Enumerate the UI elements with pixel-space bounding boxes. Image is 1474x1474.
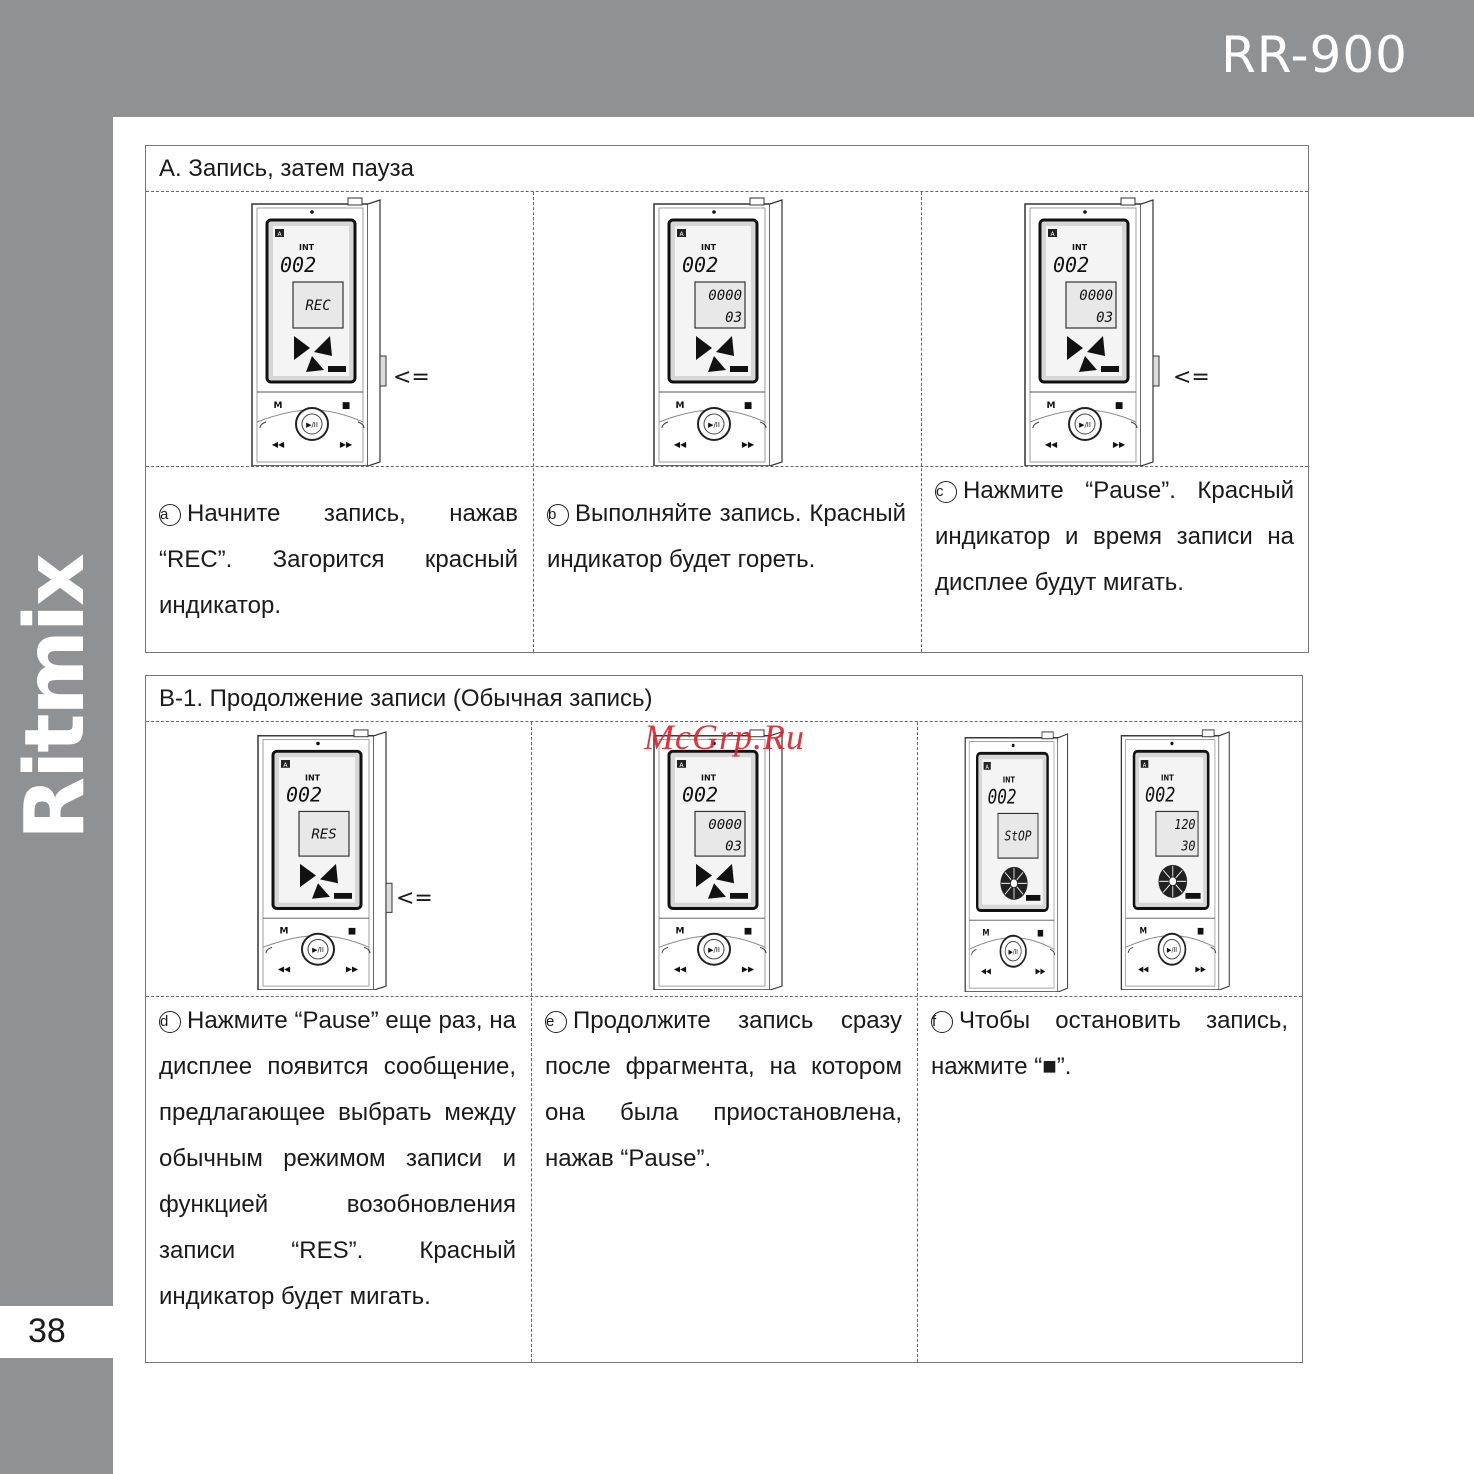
svg-text:◀◀: ◀◀ — [277, 964, 291, 974]
svg-text:RES: RES — [311, 826, 337, 843]
svg-text:■: ■ — [1114, 401, 1124, 411]
step-c-text: c Нажмите “Pause”. Красный индикатор и время записи на дисплее будут мигать. — [935, 477, 1294, 596]
svg-text:M: M — [273, 401, 283, 411]
side-button-arrow: <= — [396, 886, 433, 911]
svg-text:0000: 0000 — [1079, 288, 1113, 304]
svg-text:▶▶: ▶▶ — [1035, 965, 1046, 976]
device-c — [1021, 196, 1161, 466]
svg-text:■: ■ — [1036, 928, 1044, 938]
svg-text:M: M — [279, 926, 289, 937]
svg-text:▶▶: ▶▶ — [741, 964, 755, 974]
svg-text:▶/II: ▶/II — [1008, 948, 1018, 957]
svg-text:▶▶: ▶▶ — [741, 440, 755, 449]
svg-text:002: 002 — [987, 786, 1017, 810]
svg-text:30: 30 — [1181, 837, 1196, 854]
svg-text:A: A — [985, 764, 989, 771]
step-f-text: f Чтобы остановить запись, нажмите “■”. — [931, 1007, 1288, 1080]
svg-text:■: ■ — [1197, 925, 1205, 936]
svg-text:▶▶: ▶▶ — [345, 964, 359, 974]
svg-text:03: 03 — [725, 310, 742, 326]
step-d-text: d Нажмите “Pause” еще раз, на дисплее появится сообщение, предлагающее выбрать между обычным режимом записи и функцией возобновления записи “RES”. Красный индикатор будет мигать. — [159, 1007, 516, 1310]
svg-text:002: 002 — [682, 253, 719, 277]
svg-text:▶/II: ▶/II — [306, 421, 318, 429]
svg-text:A: A — [283, 762, 288, 769]
svg-text:002: 002 — [280, 253, 317, 277]
svg-text:M: M — [982, 928, 990, 938]
svg-text:M: M — [1139, 925, 1148, 936]
svg-text:03: 03 — [1096, 310, 1113, 326]
svg-text:A: A — [277, 231, 282, 238]
marker-e: e — [545, 1011, 567, 1033]
svg-text:▶/II: ▶/II — [1079, 421, 1091, 429]
svg-text:M: M — [1046, 401, 1056, 411]
step-e-text: e Продолжите запись сразу после фрагмента, на котором она была приостановлена, нажав “Pause”. — [545, 1007, 902, 1172]
device-a — [248, 196, 388, 466]
svg-text:A: A — [679, 762, 684, 769]
svg-text:INT: INT — [1002, 774, 1015, 785]
svg-text:INT: INT — [701, 773, 717, 783]
brand-logo: Ritmix — [8, 555, 103, 840]
svg-text:■: ■ — [341, 401, 351, 411]
side-button-arrow: <= — [1173, 365, 1210, 390]
device-d — [254, 728, 394, 990]
svg-text:INT: INT — [305, 773, 321, 783]
svg-text:■: ■ — [743, 401, 753, 411]
svg-text:0000: 0000 — [708, 817, 742, 833]
svg-text:INT: INT — [701, 243, 717, 252]
svg-text:▶▶: ▶▶ — [1195, 964, 1206, 974]
svg-text:▶/II: ▶/II — [312, 946, 324, 955]
svg-text:▶/II: ▶/II — [708, 946, 720, 955]
svg-text:002: 002 — [286, 784, 323, 807]
svg-text:M: M — [675, 926, 685, 937]
svg-text:M: M — [675, 401, 685, 411]
model-name: RR-900 — [1221, 26, 1408, 84]
svg-text:INT: INT — [1160, 772, 1174, 783]
step-b-text: b Выполняйте запись. Красный индикатор будет гореть. — [547, 500, 906, 573]
marker-a: a — [159, 504, 181, 526]
marker-b: b — [547, 504, 569, 526]
watermark: McGrp.Ru — [644, 717, 805, 757]
svg-text:▶▶: ▶▶ — [339, 440, 353, 449]
marker-f: f — [931, 1011, 953, 1033]
svg-text:▶/II: ▶/II — [1166, 946, 1177, 955]
svg-text:■: ■ — [743, 926, 753, 937]
svg-text:A: A — [1142, 762, 1147, 769]
svg-text:03: 03 — [725, 838, 742, 855]
device-e — [650, 728, 790, 990]
svg-text:▶▶: ▶▶ — [1112, 440, 1126, 449]
svg-text:◀◀: ◀◀ — [1138, 964, 1149, 974]
svg-text:A: A — [679, 231, 684, 238]
device-f1 — [962, 730, 1074, 992]
svg-text:◀◀: ◀◀ — [673, 964, 687, 974]
svg-text:INT: INT — [1072, 243, 1088, 252]
svg-text:■: ■ — [347, 926, 357, 937]
marker-d: d — [159, 1011, 181, 1033]
svg-text:002: 002 — [1144, 784, 1176, 808]
device-b — [650, 196, 790, 466]
svg-text:0000: 0000 — [708, 288, 742, 304]
svg-text:INT: INT — [299, 243, 315, 252]
section-a-title: A. Запись, затем пауза — [146, 146, 1308, 192]
marker-c: c — [935, 481, 957, 503]
svg-text:120: 120 — [1174, 816, 1196, 833]
side-button-arrow: <= — [393, 365, 430, 390]
svg-text:▶/II: ▶/II — [708, 421, 720, 429]
svg-text:◀◀: ◀◀ — [981, 965, 991, 976]
svg-text:A: A — [1050, 231, 1055, 238]
svg-text:REC: REC — [305, 298, 331, 314]
svg-text:◀◀: ◀◀ — [673, 440, 687, 449]
svg-text:◀◀: ◀◀ — [271, 440, 285, 449]
svg-text:◀◀: ◀◀ — [1044, 440, 1058, 449]
svg-text:002: 002 — [1053, 253, 1090, 277]
section-b-title: B-1. Продолжение записи (Обычная запись) — [146, 676, 1302, 722]
device-f2 — [1118, 728, 1236, 990]
svg-text:002: 002 — [682, 784, 719, 807]
svg-text:StOP: StOP — [1004, 827, 1032, 844]
page-number: 38 — [28, 1312, 66, 1350]
step-a-text: a Начните запись, нажав “REC”. Загорится красный индикатор. — [159, 500, 518, 619]
